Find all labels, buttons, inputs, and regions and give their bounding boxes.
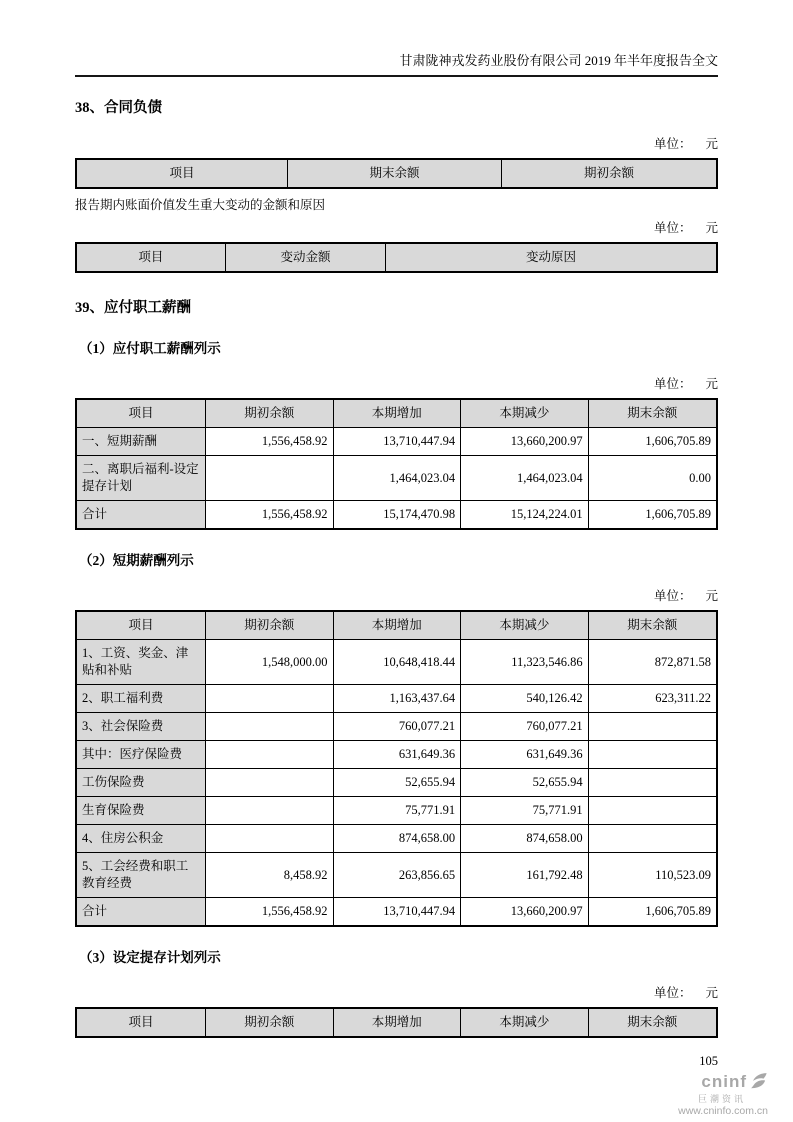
cell-opening	[205, 685, 333, 713]
cell-increase: 1,464,023.04	[333, 456, 461, 501]
column-header-increase: 本期增加	[333, 399, 461, 428]
cell-decrease: 631,649.36	[461, 741, 589, 769]
row-item-label: 生育保险费	[76, 797, 205, 825]
row-item-label: 1、工资、奖金、津贴和补贴	[76, 640, 205, 685]
contract-liabilities-balance-table	[75, 158, 718, 189]
cell-increase: 10,648,418.44	[333, 640, 461, 685]
row-item-label: 合计	[76, 898, 205, 927]
employee-compensation-table	[75, 398, 718, 530]
unit-label: 单位：	[653, 137, 692, 151]
cell-opening	[205, 713, 333, 741]
cell-decrease: 13,660,200.97	[461, 898, 589, 927]
page-number: 105	[699, 1054, 718, 1068]
cninfo-brand	[678, 1072, 768, 1118]
cell-increase: 631,649.36	[333, 741, 461, 769]
subsection-2-title: （2）短期薪酬列示	[79, 553, 194, 568]
brand-row	[678, 1072, 768, 1094]
row-item-label: 一、短期薪酬	[76, 428, 205, 456]
column-header-opening: 期初余额	[502, 159, 717, 188]
cell-increase: 263,856.65	[333, 853, 461, 898]
column-header-increase: 本期增加	[333, 611, 461, 640]
column-header-change-amount: 变动金额	[225, 243, 385, 272]
table-header-row	[76, 159, 717, 188]
column-header-opening: 期初余额	[205, 1008, 333, 1037]
table-row	[76, 428, 717, 456]
row-item-label: 合计	[76, 501, 205, 530]
unit-value: 元	[705, 589, 718, 603]
row-item-label: 3、社会保险费	[76, 713, 205, 741]
column-header-opening: 期初余额	[205, 611, 333, 640]
brand-url: www.cninfo.com.cn	[678, 1105, 768, 1118]
unit-label: 单位：	[653, 221, 692, 235]
table-row	[76, 456, 717, 501]
unit-label: 单位：	[653, 377, 692, 391]
unit-value: 元	[705, 221, 718, 235]
table-header-row	[76, 1008, 717, 1037]
section-38-title: 38、合同负债	[75, 100, 162, 116]
column-header-decrease: 本期减少	[461, 399, 589, 428]
cell-increase: 760,077.21	[333, 713, 461, 741]
cell-decrease: 13,660,200.97	[461, 428, 589, 456]
cell-closing	[588, 769, 717, 797]
column-header-increase: 本期增加	[333, 1008, 461, 1037]
contract-liabilities-change-table	[75, 242, 718, 273]
cell-opening: 1,556,458.92	[205, 501, 333, 530]
column-header-item: 项目	[76, 611, 205, 640]
short-term-compensation-table	[75, 610, 718, 927]
cell-increase: 13,710,447.94	[333, 428, 461, 456]
unit-line	[75, 985, 718, 1001]
unit-line	[75, 136, 718, 152]
table-row	[76, 853, 717, 898]
cell-decrease: 15,124,224.01	[461, 501, 589, 530]
column-header-closing: 期末余额	[588, 399, 717, 428]
cell-closing: 0.00	[588, 456, 717, 501]
cell-closing: 110,523.09	[588, 853, 717, 898]
swirl-icon	[749, 1072, 768, 1094]
cell-decrease: 11,323,546.86	[461, 640, 589, 685]
cell-opening	[205, 825, 333, 853]
table-row	[76, 685, 717, 713]
cell-decrease: 874,658.00	[461, 825, 589, 853]
brand-wordmark: cninf	[701, 1072, 747, 1092]
cell-increase: 52,655.94	[333, 769, 461, 797]
unit-line	[75, 588, 718, 604]
document-header-title: 甘肃陇神戎发药业股份有限公司 2019 年半年度报告全文	[75, 52, 718, 77]
cell-closing	[588, 825, 717, 853]
cell-opening	[205, 456, 333, 501]
cell-opening: 1,548,000.00	[205, 640, 333, 685]
cell-increase: 1,163,437.64	[333, 685, 461, 713]
unit-line	[75, 220, 718, 236]
unit-value: 元	[705, 986, 718, 1000]
cell-closing	[588, 741, 717, 769]
cell-decrease: 1,464,023.04	[461, 456, 589, 501]
cell-opening	[205, 769, 333, 797]
table-row-total	[76, 898, 717, 927]
cell-decrease: 52,655.94	[461, 769, 589, 797]
table-row	[76, 713, 717, 741]
column-header-closing: 期末余额	[588, 1008, 717, 1037]
column-header-item: 项目	[76, 399, 205, 428]
cell-opening: 8,458.92	[205, 853, 333, 898]
cell-opening	[205, 797, 333, 825]
subsection-3-title: （3）设定提存计划列示	[79, 950, 221, 965]
subsection-1-title: （1）应付职工薪酬列示	[79, 341, 221, 356]
column-header-item: 项目	[76, 1008, 205, 1037]
change-note: 报告期内账面价值发生重大变动的金额和原因	[75, 198, 326, 212]
column-header-item: 项目	[76, 159, 288, 188]
table-row-total	[76, 501, 717, 530]
row-item-label: 工伤保险费	[76, 769, 205, 797]
table-row	[76, 797, 717, 825]
cell-closing: 1,606,705.89	[588, 501, 717, 530]
cell-closing: 1,606,705.89	[588, 898, 717, 927]
cell-closing: 1,606,705.89	[588, 428, 717, 456]
cell-opening: 1,556,458.92	[205, 428, 333, 456]
cell-closing: 623,311.22	[588, 685, 717, 713]
table-header-row	[76, 611, 717, 640]
unit-value: 元	[705, 377, 718, 391]
cell-opening	[205, 741, 333, 769]
unit-label: 单位：	[653, 986, 692, 1000]
row-item-label: 4、住房公积金	[76, 825, 205, 853]
unit-value: 元	[705, 137, 718, 151]
column-header-decrease: 本期减少	[461, 1008, 589, 1037]
cell-decrease: 161,792.48	[461, 853, 589, 898]
table-row	[76, 741, 717, 769]
cell-closing: 872,871.58	[588, 640, 717, 685]
row-item-label: 2、职工福利费	[76, 685, 205, 713]
unit-label: 单位：	[653, 589, 692, 603]
brand-chinese-name: 巨潮资讯	[697, 1093, 746, 1104]
cell-increase: 874,658.00	[333, 825, 461, 853]
table-row	[76, 769, 717, 797]
table-header-row	[76, 399, 717, 428]
cell-increase: 75,771.91	[333, 797, 461, 825]
column-header-closing: 期末余额	[588, 611, 717, 640]
defined-contribution-plan-table	[75, 1007, 718, 1038]
row-item-label: 5、工会经费和职工教育经费	[76, 853, 205, 898]
column-header-change-reason: 变动原因	[386, 243, 717, 272]
cell-decrease: 760,077.21	[461, 713, 589, 741]
column-header-decrease: 本期减少	[461, 611, 589, 640]
row-item-label: 二、离职后福利-设定提存计划	[76, 456, 205, 501]
section-39-title: 39、应付职工薪酬	[75, 300, 191, 316]
table-header-row	[76, 243, 717, 272]
table-row	[76, 640, 717, 685]
cell-closing	[588, 713, 717, 741]
cell-opening: 1,556,458.92	[205, 898, 333, 927]
cell-increase: 15,174,470.98	[333, 501, 461, 530]
cell-increase: 13,710,447.94	[333, 898, 461, 927]
column-header-opening: 期初余额	[205, 399, 333, 428]
column-header-item: 项目	[76, 243, 225, 272]
column-header-closing: 期末余额	[288, 159, 502, 188]
unit-line	[75, 376, 718, 392]
cell-decrease: 540,126.42	[461, 685, 589, 713]
row-item-label: 其中：医疗保险费	[76, 741, 205, 769]
cell-decrease: 75,771.91	[461, 797, 589, 825]
cell-closing	[588, 797, 717, 825]
table-row	[76, 825, 717, 853]
